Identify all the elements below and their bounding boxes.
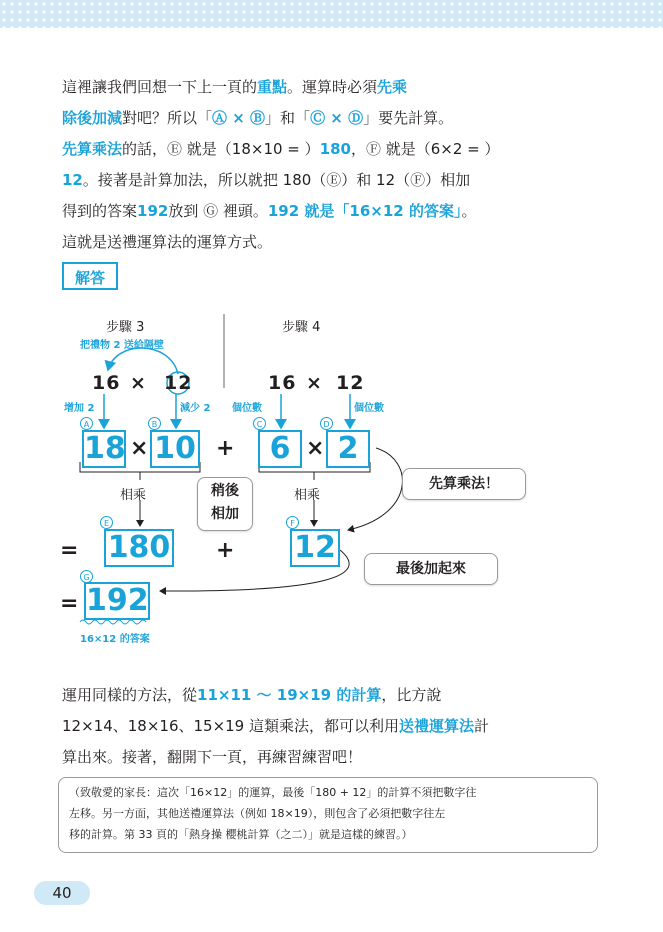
text: 這裡讓我們回想一下上一頁的 xyxy=(62,78,258,96)
box-d: 2 xyxy=(326,430,370,468)
step3-label: 步驟 3 xyxy=(106,320,145,335)
tag-c: C xyxy=(253,417,266,430)
text: 放到 Ⓖ 裡頭。 xyxy=(168,202,268,220)
page-number: 40 xyxy=(34,881,90,905)
expr-right-op: × xyxy=(306,372,323,394)
mult-label-1: 相乘 xyxy=(120,488,147,503)
highlight: 送禮運算法 xyxy=(399,717,475,735)
highlight: 除後加減 xyxy=(62,109,123,127)
text: 算出來。接著，翻開下一頁，再練習練習吧！ xyxy=(62,748,363,766)
expr-left-a: 16 xyxy=(92,372,121,394)
expr-left-b: 12 xyxy=(164,372,193,394)
text: ，Ⓕ 就是（6×2 = ） xyxy=(350,140,500,158)
highlight: 180 xyxy=(319,140,351,158)
expr-right-b: 12 xyxy=(336,372,365,394)
g-caption: 16×12 的答案 xyxy=(80,634,150,645)
text: 對吧？所以「 xyxy=(122,109,213,127)
plus-sign-2: + xyxy=(216,538,235,563)
text: 運用同樣的方法，從 xyxy=(62,686,198,704)
expr-left-op: × xyxy=(130,372,147,394)
minus2-label: 減少 2 xyxy=(180,403,211,414)
step4-label: 步驟 4 xyxy=(282,320,321,335)
callout-line: 稍後 xyxy=(211,483,239,499)
wait-add-callout xyxy=(197,477,253,531)
text: 得到的答案 xyxy=(62,202,138,220)
tag-a: A xyxy=(80,417,93,430)
highlight: 12 xyxy=(62,171,83,189)
highlight: Ⓐ × Ⓑ xyxy=(212,109,266,127)
box-e: 180 xyxy=(104,529,174,567)
answer-label: 解答 xyxy=(62,262,118,290)
text: 12×14、18×16、15×19 這類乘法，都可以利用 xyxy=(62,717,399,735)
gift-arc xyxy=(108,348,178,374)
text: 。運算時必須 xyxy=(287,78,378,96)
highlight: Ⓒ × Ⓓ xyxy=(310,109,364,127)
equals-1: = xyxy=(60,538,79,563)
gift-note: 把禮物 2 送給隔壁 xyxy=(80,340,164,351)
mult-label-2: 相乘 xyxy=(294,488,321,503)
box-f: 12 xyxy=(290,529,340,567)
box-g: 192 xyxy=(86,583,149,618)
decorative-top-band xyxy=(0,0,663,28)
text: 」要先計算。 xyxy=(363,109,454,127)
ones-label-1: 個位數 xyxy=(232,403,262,414)
outro-paragraph xyxy=(62,680,607,773)
highlight: 192 xyxy=(137,202,169,220)
plus2-label: 增加 2 xyxy=(64,403,95,414)
expr-right-a: 16 xyxy=(268,372,297,394)
ones-label-2: 個位數 xyxy=(354,403,384,414)
note-line: （致敬愛的家長：這次「16×12」的運算，最後「180 + 12」的計算不須把數字往 xyxy=(69,786,477,799)
times-ab: × xyxy=(130,436,149,461)
text: 。接著是計算加法，所以就把 180（Ⓔ）和 12（Ⓕ）相加 xyxy=(82,171,471,189)
highlight: 192 就是「16×12 的答案」 xyxy=(267,202,462,220)
tag-b: B xyxy=(148,417,161,430)
times-cd: × xyxy=(306,436,325,461)
box-a: 18 xyxy=(84,431,126,466)
tag-f: F xyxy=(286,516,299,529)
text: 。 xyxy=(461,202,477,220)
intro-paragraph xyxy=(62,72,607,258)
plus-sign: + xyxy=(216,436,235,461)
text: 計 xyxy=(474,717,490,735)
highlight: 重點 xyxy=(257,78,288,96)
highlight: 先乘 xyxy=(377,78,408,96)
box-b: 10 xyxy=(150,430,200,468)
parent-note xyxy=(58,777,598,853)
callout-add-last: 最後加起來 xyxy=(364,553,498,585)
note-line: 左移。另一方面，其他送禮運算法（例如 18×19），則包含了必須把數字往左 xyxy=(69,807,446,820)
note-line: 移的計算。第 33 頁的「熱身操 櫻桃計算（之二）」就是這樣的練習。） xyxy=(69,828,413,841)
highlight: 先算乘法 xyxy=(62,140,123,158)
text: 的話，Ⓔ 就是（18×10 = ） xyxy=(122,140,320,158)
highlight: 11×11 ～ 19×19 的計算 xyxy=(197,686,382,704)
text: 」和「 xyxy=(265,109,311,127)
callout-line: 相加 xyxy=(211,506,239,522)
equals-2: = xyxy=(60,591,79,616)
box-c: 6 xyxy=(258,430,302,468)
tag-d: D xyxy=(320,417,333,430)
text: ，比方說 xyxy=(381,686,442,704)
tag-e: E xyxy=(100,516,113,529)
tag-g: G xyxy=(80,570,93,583)
callout-multiply-first: 先算乘法！ xyxy=(402,468,526,500)
text: 這就是送禮運算法的運算方式。 xyxy=(62,233,273,251)
